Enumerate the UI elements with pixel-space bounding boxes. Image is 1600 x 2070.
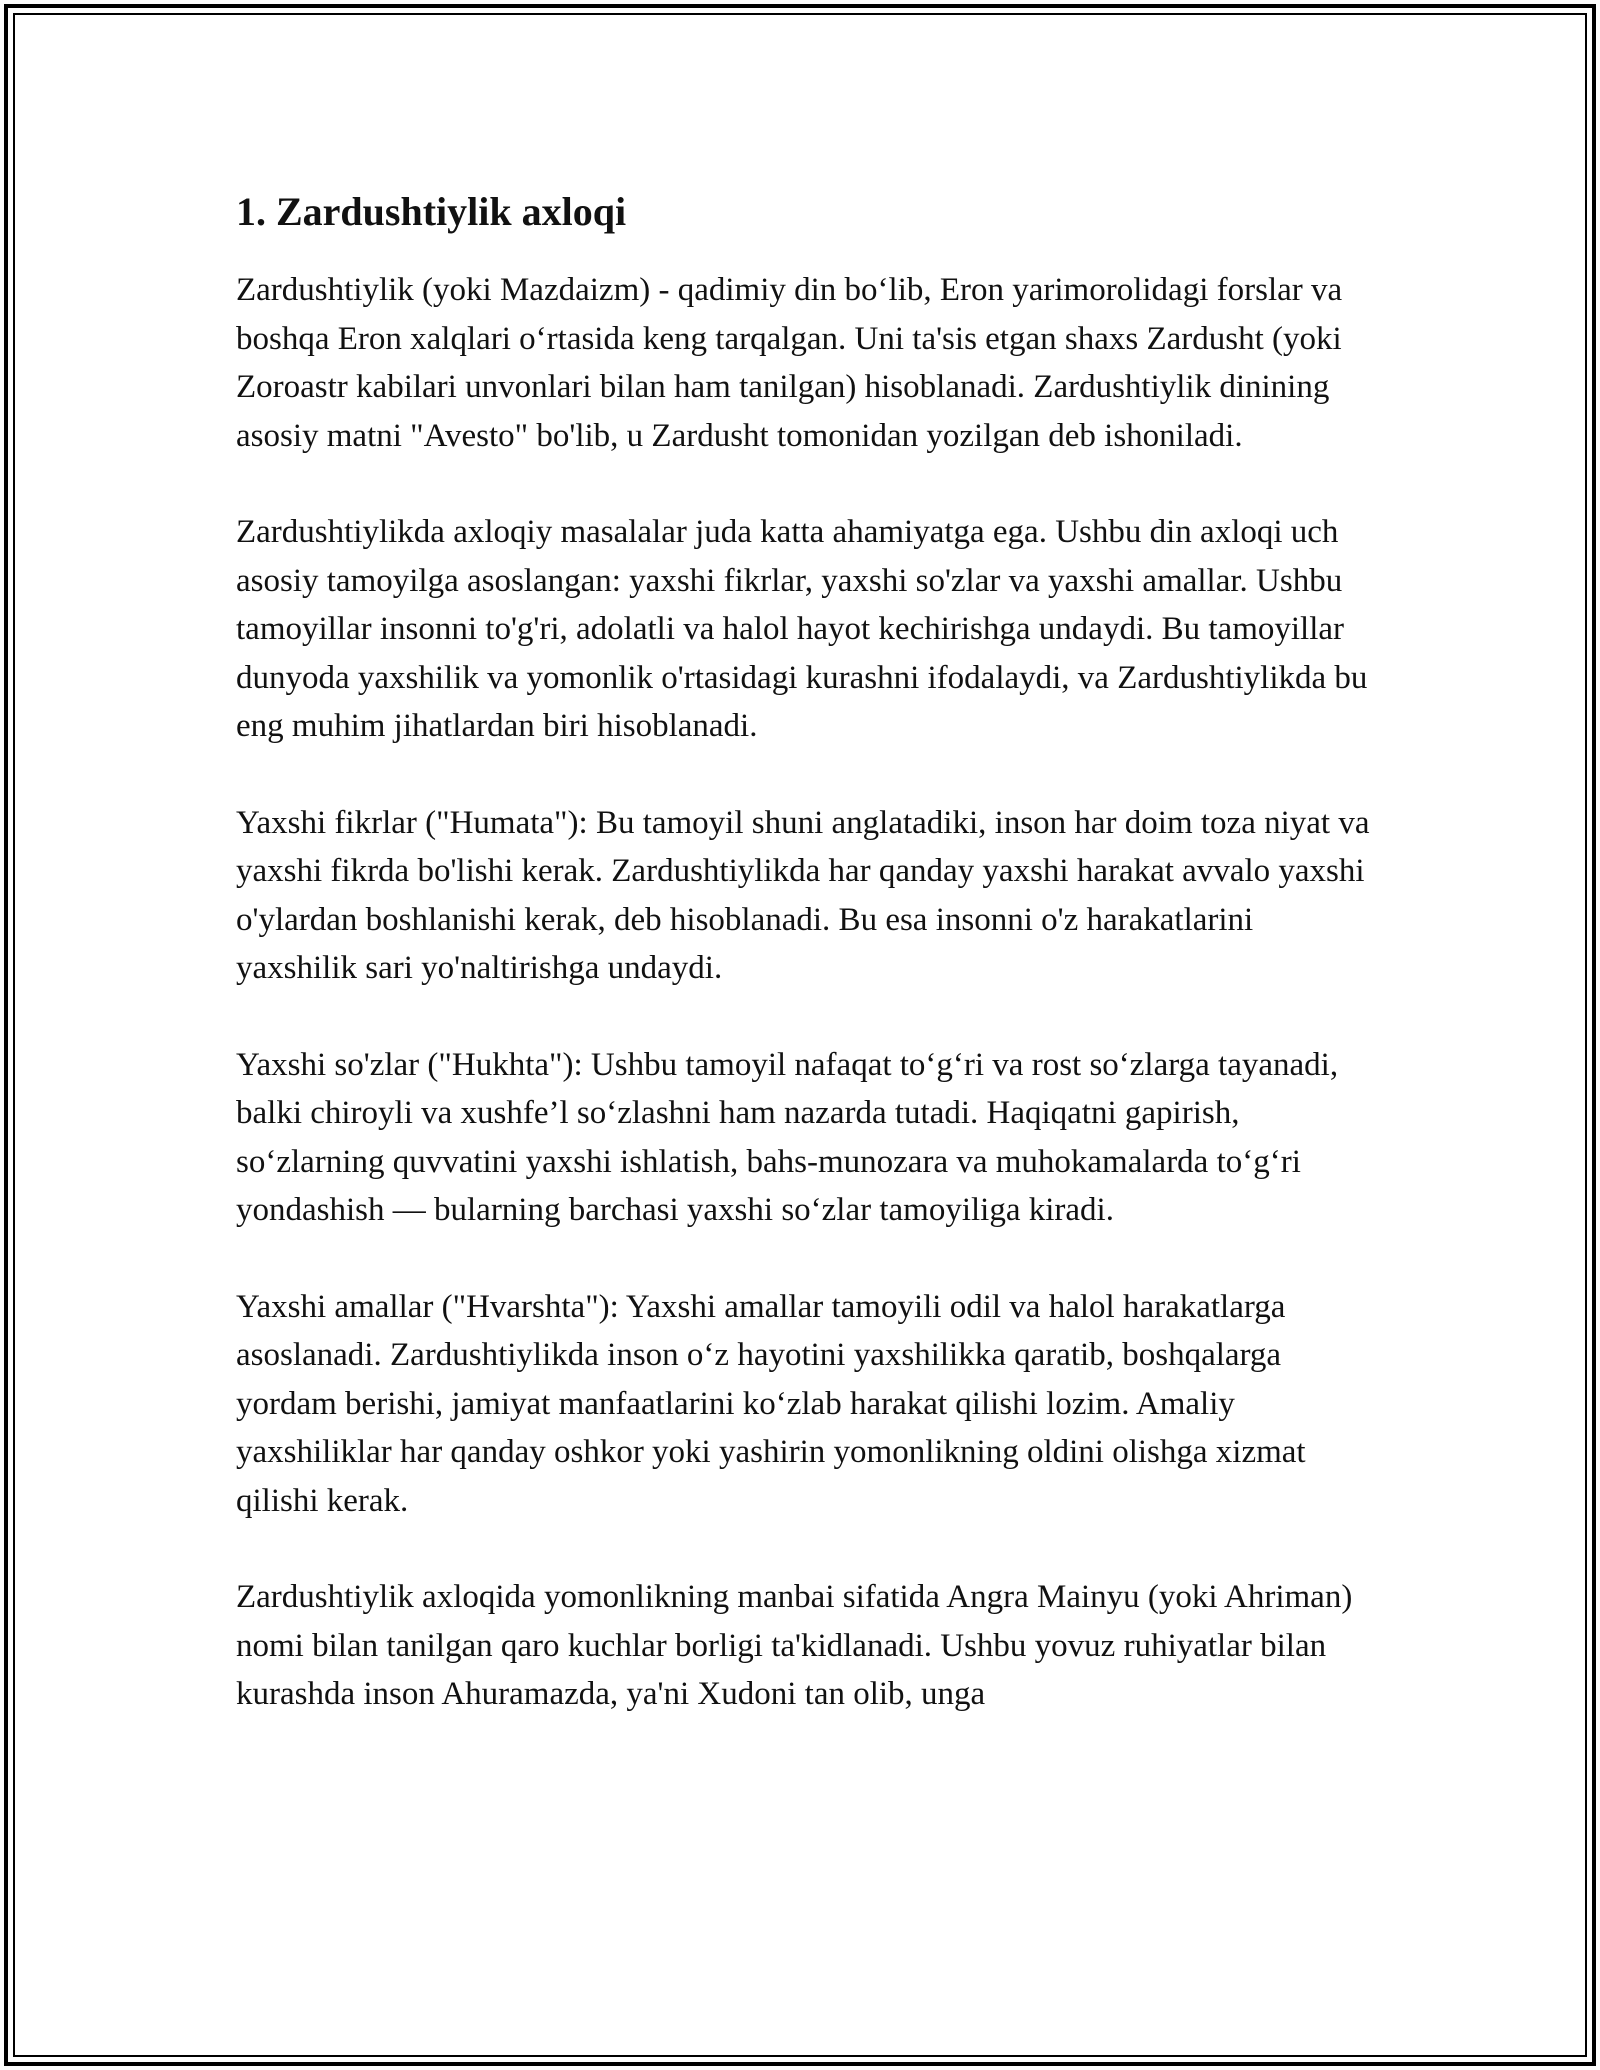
document-page (236, 186, 1376, 1719)
paragraph-good-words: Yaxshi so'zlar ("Hukhta"): Ushbu tamoyil nafaqat to‘g‘ri va rost so‘zlarga tayanadi, balki chiroyli va xushfe’l so‘zlashni ham nazarda tutadi. Haqiqatni gapirish, so‘zlarning quvvatini yaxshi ishlatish, bahs-munozara va muhokamalarda to‘g‘ri yondashish — bularning barchasi yaxshi so‘zlar tamoyiliga kiradi. (236, 1046, 1339, 1228)
paragraph-good-deeds: Yaxshi amallar ("Hvarshta"): Yaxshi amallar tamoyili odil va halol harakatlarga asoslanadi. Zardushtiylikda inson o‘z hayotini yaxshilikka qaratib, boshqalarga yordam berishi, jamiyat manfaatlarini ko‘zlab harakat qilishi lozim. Amaliy yaxshiliklar har qanday oshkor yoki yashirin yomonlikning oldini olishga xizmat qilishi kerak. (236, 1288, 1306, 1519)
document-title: 1. Zardushtiylik axloqi (236, 189, 627, 234)
paragraph-ethics-overview: Zardushtiylikda axloqiy masalalar juda katta ahamiyatga ega. Ushbu din axloqi uch asosiy tamoyilga asoslangan: yaxshi fikrlar, yaxshi so'zlar va yaxshi amallar. Ushbu tamoyillar insonni to'g'ri, adolatli va halol hayot kechirishga undaydi. Bu tamoyillar dunyoda yaxshilik va yomonlik o'rtasidagi kurashni ifodalaydi, va Zardushtiylikda bu eng muhim jihatlardan biri hisoblanadi. (236, 514, 1368, 744)
paragraph-angra-mainyu: Zardushtiylik axloqida yomonlikning manbai sifatida Angra Mainyu (yoki Ahriman) nomi bilan tanilgan qaro kuchlar borligi ta'kidlanadi. Ushbu yovuz ruhiyatlar bilan kurashda inson Ahuramazda, ya'ni Xudoni tan olib, unga (236, 1579, 1353, 1712)
paragraph-introduction: Zardushtiylik (yoki Mazdaizm) - qadimiy din bo‘lib, Eron yarimorolidagi forslar va boshqa Eron xalqlari o‘rtasida keng tarqalgan. Uni ta'sis etgan shaxs Zardusht (yoki Zoroastr kabilari unvonlari bilan ham tanilgan) hisoblanadi. Zardushtiylik dinining asosiy matni "Avesto" bo'lib, u Zardusht tomonidan yozilgan deb ishoniladi. (236, 272, 1343, 454)
paragraph-good-thoughts: Yaxshi fikrlar ("Humata"): Bu tamoyil shuni anglatadiki, inson har doim toza niyat va yaxshi fikrda bo'lishi kerak. Zardushtiylikda har qanday yaxshi harakat avvalo yaxshi o'ylardan boshlanishi kerak, deb hisoblanadi. Bu esa insonni o'z harakatlarini yaxshilik sari yo'naltirishga undaydi. (236, 804, 1370, 986)
